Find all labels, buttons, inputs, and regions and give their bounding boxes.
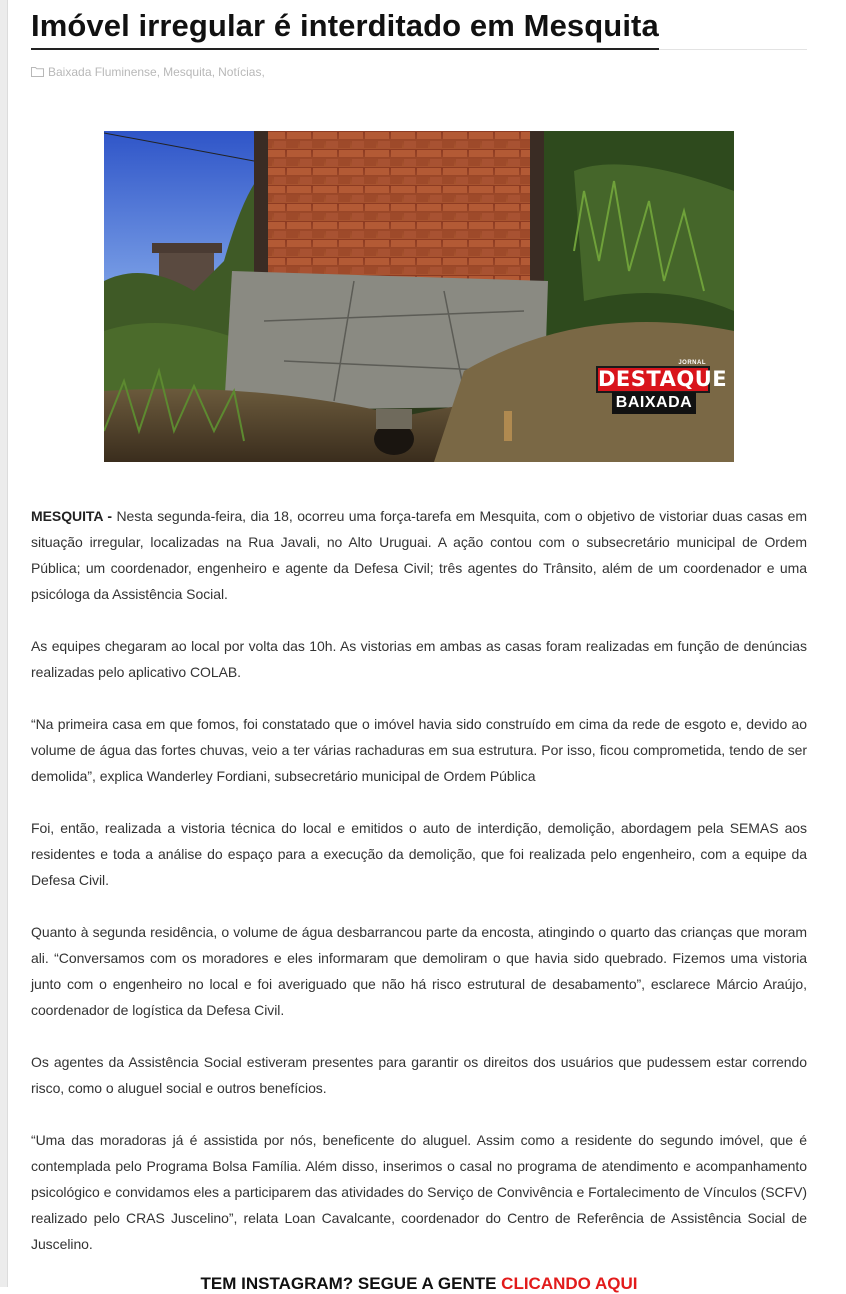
category-link-noticias[interactable]: Notícias — [218, 65, 262, 79]
article-image — [104, 131, 734, 462]
article-title: Imóvel irregular é interditado em Mesquita — [31, 8, 659, 50]
logo-jornal-text: JORNAL — [678, 360, 706, 366]
article-container — [31, 0, 808, 1293]
destaque-baixada-logo — [594, 360, 728, 418]
article-paragraph — [31, 503, 807, 607]
article-paragraph: “Na primeira casa em que fomos, foi constatado que o imóvel havia sido construído em cima da rede de esgoto e, devido ao volume de água das fortes chuvas, veio a ter várias rachaduras em sua estrutura. Por isso, ficou comprometida, tendo de ser demolida”, explica Wanderley Fordiani, subsecretário municipal de Ordem Pública — [31, 716, 807, 784]
category-link-mesquita[interactable]: Mesquita — [163, 65, 212, 79]
title-header — [31, 0, 807, 50]
article-paragraph: Quanto à segunda residência, o volume de água desbarrancou parte da encosta, atingindo o quarto das crianças que moram ali. “Conversamos com os moradores e eles informaram que demoliram o que havia sido quebrado. Fizemos uma vistoria junto com o engenheiro no local e foi averiguado que não há risco estrutural de desabamento”, esclarece Márcio Araújo, coordenador de logística da Defesa Civil. — [31, 924, 807, 1018]
logo-destaque-text: DESTAQUE — [598, 367, 728, 391]
instagram-link[interactable]: CLICANDO AQUI — [501, 1274, 638, 1293]
paragraph-text: Nesta segunda-feira, dia 18, ocorreu uma força-tarefa em Mesquita, com o objetivo de vistoriar duas casas em situação irregular, localizadas na Rua Javali, no Alto Uruguai. A ação contou com o subsecretário municipal de Ordem Pública; um coordenador, engenheiro e agente da Defesa Civil; três agentes do Trânsito, além de um coordenador e uma psicóloga da Assistência Social. — [31, 508, 808, 602]
category-link-baixada-fluminense[interactable]: Baixada Fluminense — [48, 65, 157, 79]
promo-text: TEM INSTAGRAM? SEGUE A GENTE — [200, 1274, 502, 1293]
category-separator: , — [211, 65, 216, 79]
folder-icon — [31, 66, 45, 78]
page-left-border — [0, 0, 7, 1287]
category-separator: , — [261, 65, 265, 79]
article-paragraph: As equipes chegaram ao local por volta das 10h. As vistorias em ambas as casas foram realizadas em função de denúncias realizadas pelo aplicativo COLAB. — [31, 638, 807, 680]
article-paragraph: Foi, então, realizada a vistoria técnica do local e emitidos o auto de interdição, demolição, abordagem pela SEMAS aos residentes e toda a análise do espaço para a execução da demolição, que foi realizada pelo engenheiro, com a equipe da Defesa Civil. — [31, 820, 807, 888]
instagram-promo — [31, 1274, 807, 1294]
article-dateline: MESQUITA - — [31, 508, 112, 524]
page-left-border-line — [7, 0, 8, 1287]
category-separator: , — [156, 65, 161, 79]
logo-baixada-text: BAIXADA — [612, 392, 696, 414]
article-body — [31, 503, 807, 1257]
category-meta — [31, 64, 807, 80]
article-paragraph: Os agentes da Assistência Social estiveram presentes para garantir os direitos dos usuários que pudessem estar correndo risco, como o aluguel social e outros benefícios. — [31, 1054, 807, 1096]
article-paragraph: “Uma das moradoras já é assistida por nós, beneficente do aluguel. Assim como a residente do segundo imóvel, que é contemplada pelo Programa Bolsa Família. Além disso, inserimos o casal no programa de atendimento e acompanhamento psicológico e convidamos eles a participarem das atividades do Serviço de Convivência e Fortalecimento de Vínculos (SCFV) realizado pelo CRAS Juscelino”, relata Loan Cavalcante, coordenador do Centro de Referência de Assistência Social de Juscelino. — [31, 1132, 807, 1252]
